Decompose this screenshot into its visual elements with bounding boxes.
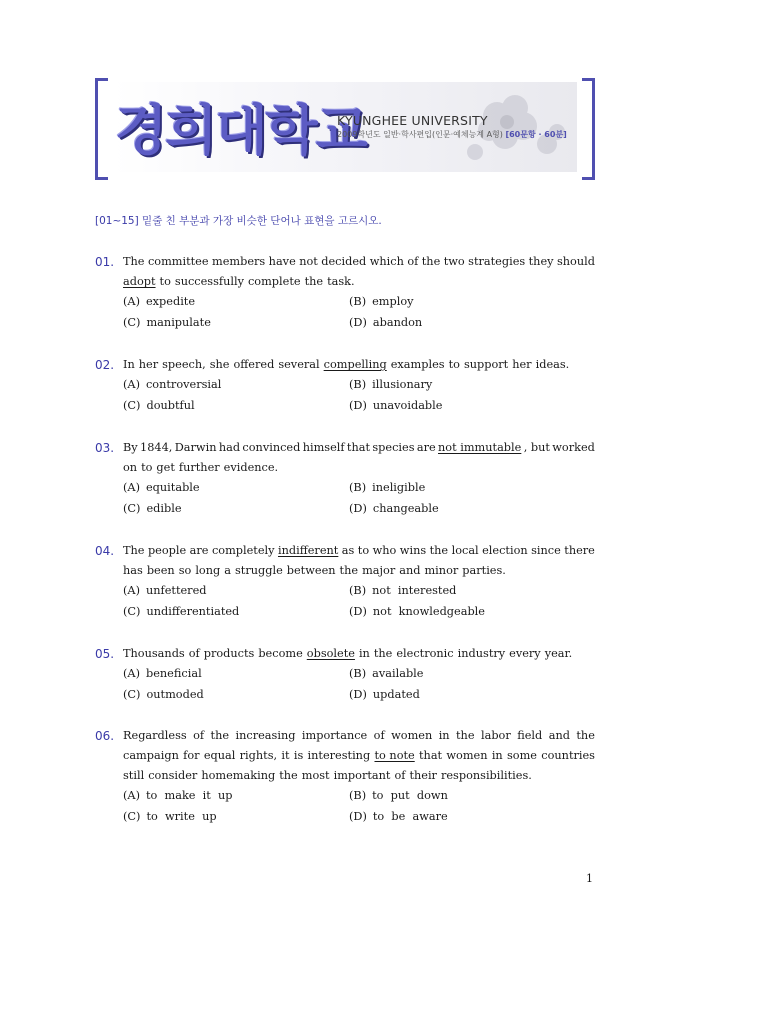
- question-text-line: [123, 541, 595, 561]
- option-key: (D): [349, 502, 367, 515]
- question-word: election: [482, 544, 528, 557]
- question-word: struggle: [234, 564, 283, 577]
- question-word: labor: [480, 729, 511, 742]
- section-instruction: [01~15] 밑줄 친 부분과 가장 비슷한 단어나 표현을 고르시오.: [95, 215, 382, 227]
- question-word: year.: [544, 647, 573, 660]
- option-text: to be aware: [372, 810, 448, 823]
- option-text: abandon: [372, 316, 423, 329]
- option-key: (C): [123, 605, 141, 618]
- question-word: ideas.: [535, 358, 570, 371]
- answer-option: [349, 602, 485, 622]
- option-text: expedite: [145, 295, 196, 308]
- question-word: should: [556, 255, 595, 268]
- question-word: to: [159, 275, 171, 288]
- underlined-word: compelling: [323, 358, 387, 371]
- university-name-en: KYUNGHEE UNIVERSITY: [337, 113, 488, 128]
- answer-option: [349, 807, 448, 827]
- option-key: (A): [123, 378, 140, 391]
- option-key: (A): [123, 481, 140, 494]
- option-key: (B): [349, 667, 367, 680]
- question-word: strategies: [468, 255, 526, 268]
- question-word: the: [373, 647, 393, 660]
- question-word: consider: [148, 769, 198, 782]
- option-text: illusionary: [372, 378, 433, 391]
- option-text: manipulate: [146, 316, 211, 329]
- question-word: support: [463, 358, 509, 371]
- question-text-line: [123, 252, 595, 272]
- question-word: speech,: [162, 358, 206, 371]
- answer-option: [123, 807, 217, 827]
- question-word: in: [438, 729, 450, 742]
- question-word: In: [123, 358, 135, 371]
- question-word: to: [448, 358, 460, 371]
- question-word: between: [286, 564, 336, 577]
- answer-option: [123, 313, 211, 333]
- option-text: to put down: [372, 789, 448, 802]
- question-word: of: [373, 729, 385, 742]
- right-bracket: [582, 78, 595, 180]
- page-number: 1: [586, 872, 593, 885]
- question-word: complete: [247, 275, 301, 288]
- option-key: (C): [123, 688, 141, 701]
- question-word: increasing: [235, 729, 296, 742]
- question-word: a: [224, 564, 231, 577]
- answer-option: [349, 664, 423, 684]
- exam-info-text: 2009학년도 일반·학사편입(인문·예체능계 A형): [337, 130, 503, 139]
- question-word: himself: [302, 441, 345, 454]
- question-word: that: [346, 441, 371, 454]
- question-word: it: [281, 749, 290, 762]
- option-key: (D): [349, 688, 367, 701]
- question-word: task.: [327, 275, 355, 288]
- question-word: women: [391, 729, 433, 742]
- answer-option: [123, 292, 195, 312]
- question-text-line: [123, 726, 595, 746]
- question-word: and: [548, 729, 570, 742]
- answer-option: [349, 581, 456, 601]
- answer-option: [349, 396, 442, 416]
- question-word: in: [358, 647, 370, 660]
- question-number: 06.: [95, 729, 115, 743]
- question-word: parties.: [462, 564, 506, 577]
- answer-option: [123, 786, 233, 806]
- option-text: edible: [146, 502, 182, 515]
- question-word: are: [189, 544, 209, 557]
- question-word: some: [506, 749, 537, 762]
- question-word: the: [279, 769, 298, 782]
- answer-option: [123, 478, 200, 498]
- option-key: (B): [349, 481, 367, 494]
- question-text-line: [123, 644, 595, 664]
- question-word: several: [278, 358, 320, 371]
- question-word: field: [517, 729, 543, 742]
- underlined-word: indifferent: [277, 544, 339, 557]
- option-text: updated: [372, 688, 420, 701]
- question-word: the: [421, 255, 441, 268]
- option-text: unfettered: [145, 584, 207, 597]
- option-text: outmoded: [146, 688, 204, 701]
- answer-option: [349, 292, 414, 312]
- question-number: 03.: [95, 441, 115, 455]
- option-key: (A): [123, 584, 140, 597]
- question-word: become: [258, 647, 303, 660]
- question-word: homemaking: [201, 769, 276, 782]
- question-word: every: [509, 647, 541, 660]
- underlined-word: to note: [374, 749, 415, 762]
- option-text: to write up: [146, 810, 217, 823]
- option-key: (B): [349, 295, 367, 308]
- option-key: (A): [123, 667, 140, 680]
- option-key: (D): [349, 316, 367, 329]
- question-word: long: [195, 564, 221, 577]
- university-logo-text: 경희대학교: [115, 99, 366, 162]
- question-word: of: [188, 647, 200, 660]
- question-word: countries: [541, 749, 595, 762]
- question-word: offered: [233, 358, 275, 371]
- question-text-line: [123, 746, 595, 766]
- question-word: By: [123, 441, 138, 454]
- left-bracket: [95, 78, 108, 180]
- question-number: 01.: [95, 255, 115, 269]
- question-word: Darwin: [174, 441, 217, 454]
- answer-option: [349, 478, 425, 498]
- question-word: wins: [399, 544, 427, 557]
- option-text: to make it up: [145, 789, 233, 802]
- question-number: 02.: [95, 358, 115, 372]
- question-word: completely: [211, 544, 275, 557]
- question-word: two: [443, 255, 465, 268]
- option-text: available: [372, 667, 424, 680]
- question-word: 1844,: [140, 441, 173, 454]
- question-word: members: [212, 255, 266, 268]
- question-word: local: [451, 544, 479, 557]
- question-word: are: [416, 441, 436, 454]
- answer-option: [123, 499, 182, 519]
- answer-option: [349, 786, 448, 806]
- question-text-line: [123, 438, 595, 458]
- question-word: The: [123, 544, 145, 557]
- question-word: to: [357, 544, 370, 557]
- question-text-line: [123, 272, 595, 292]
- answer-option: [123, 685, 204, 705]
- option-key: (D): [349, 399, 367, 412]
- answer-option: [123, 375, 221, 395]
- option-text: beneficial: [145, 667, 202, 680]
- question-word: on: [123, 461, 138, 474]
- option-text: ineligible: [372, 481, 426, 494]
- option-key: (C): [123, 502, 141, 515]
- question-word: as: [341, 544, 355, 557]
- question-word: Regardless: [123, 729, 187, 742]
- question-word: importance: [301, 729, 368, 742]
- question-text-line: [123, 458, 595, 478]
- question-word: Thousands: [123, 647, 185, 660]
- option-key: (C): [123, 810, 141, 823]
- question-word: , but: [523, 441, 550, 454]
- question-word: have: [268, 255, 296, 268]
- question-word: is: [293, 749, 304, 762]
- question-word: interesting: [307, 749, 371, 762]
- question-word: and: [399, 564, 421, 577]
- question-number: 05.: [95, 647, 115, 661]
- option-text: unavoidable: [372, 399, 443, 412]
- question-word: The: [123, 255, 145, 268]
- exam-meta: [60문항 · 60분]: [505, 130, 567, 139]
- question-word: to: [141, 461, 153, 474]
- question-word: campaign: [123, 749, 179, 762]
- question-word: in: [491, 749, 503, 762]
- option-key: (A): [123, 295, 140, 308]
- option-key: (C): [123, 316, 141, 329]
- option-text: changeable: [372, 502, 439, 515]
- question-word: their: [409, 769, 437, 782]
- underlined-word: not immutable: [438, 441, 522, 454]
- question-word: not: [299, 255, 318, 268]
- underlined-word: adopt: [123, 275, 156, 288]
- option-text: not knowledgeable: [372, 605, 485, 618]
- question-word: which: [369, 255, 404, 268]
- question-word: minor: [424, 564, 459, 577]
- option-key: (A): [123, 789, 140, 802]
- question-word: committee: [147, 255, 209, 268]
- question-word: get: [156, 461, 175, 474]
- question-word: examples: [390, 358, 445, 371]
- question-word: rights,: [239, 749, 278, 762]
- question-word: worked: [552, 441, 595, 454]
- question-word: equal: [203, 749, 236, 762]
- question-word: species: [372, 441, 415, 454]
- question-word: for: [183, 749, 200, 762]
- question-text-line: [123, 766, 595, 786]
- question-word: there: [564, 544, 595, 557]
- question-word: the: [210, 729, 230, 742]
- question-word: of: [394, 769, 406, 782]
- option-text: doubtful: [146, 399, 195, 412]
- question-word: she: [209, 358, 230, 371]
- question-word: the: [339, 564, 359, 577]
- answer-option: [349, 313, 422, 333]
- question-word: so: [178, 564, 192, 577]
- question-word: since: [531, 544, 561, 557]
- question-word: women: [446, 749, 488, 762]
- question-word: further: [178, 461, 220, 474]
- option-key: (B): [349, 584, 367, 597]
- answer-option: [349, 375, 432, 395]
- question-word: successfully: [174, 275, 244, 288]
- question-word: her: [138, 358, 159, 371]
- question-word: decided: [321, 255, 367, 268]
- question-word: important: [333, 769, 391, 782]
- option-text: equitable: [145, 481, 200, 494]
- question-word: convinced: [242, 441, 301, 454]
- question-word: major: [362, 564, 396, 577]
- question-word: her: [512, 358, 532, 371]
- exam-info: [337, 129, 567, 140]
- question-word: the: [429, 544, 449, 557]
- question-word: been: [146, 564, 175, 577]
- answer-option: [123, 396, 195, 416]
- question-word: who: [372, 544, 397, 557]
- question-word: the: [304, 275, 324, 288]
- option-text: not interested: [372, 584, 457, 597]
- question-word: products: [203, 647, 255, 660]
- question-word: responsibilities.: [440, 769, 532, 782]
- option-text: controversial: [145, 378, 222, 391]
- question-word: still: [123, 769, 145, 782]
- question-word: the: [576, 729, 595, 742]
- question-number: 04.: [95, 544, 115, 558]
- question-word: electronic: [396, 647, 454, 660]
- option-key: (D): [349, 810, 367, 823]
- question-word: evidence.: [223, 461, 279, 474]
- option-text: undifferentiated: [146, 605, 240, 618]
- question-text-line: [123, 561, 595, 581]
- question-word: had: [218, 441, 241, 454]
- answer-option: [123, 602, 239, 622]
- answer-option: [123, 664, 202, 684]
- question-word: the: [456, 729, 475, 742]
- question-word: people: [147, 544, 187, 557]
- option-key: (B): [349, 789, 367, 802]
- answer-option: [123, 581, 207, 601]
- underlined-word: obsolete: [306, 647, 355, 660]
- question-word: of: [193, 729, 205, 742]
- option-key: (C): [123, 399, 141, 412]
- question-word: industry: [457, 647, 506, 660]
- question-word: of: [407, 255, 419, 268]
- answer-option: [349, 685, 420, 705]
- option-key: (D): [349, 605, 367, 618]
- question-word: most: [301, 769, 330, 782]
- question-word: that: [419, 749, 443, 762]
- answer-option: [349, 499, 439, 519]
- option-key: (B): [349, 378, 367, 391]
- option-text: employ: [372, 295, 414, 308]
- question-word: has: [123, 564, 143, 577]
- question-text-line: [123, 355, 595, 375]
- header-banner: [95, 78, 595, 178]
- question-word: they: [528, 255, 554, 268]
